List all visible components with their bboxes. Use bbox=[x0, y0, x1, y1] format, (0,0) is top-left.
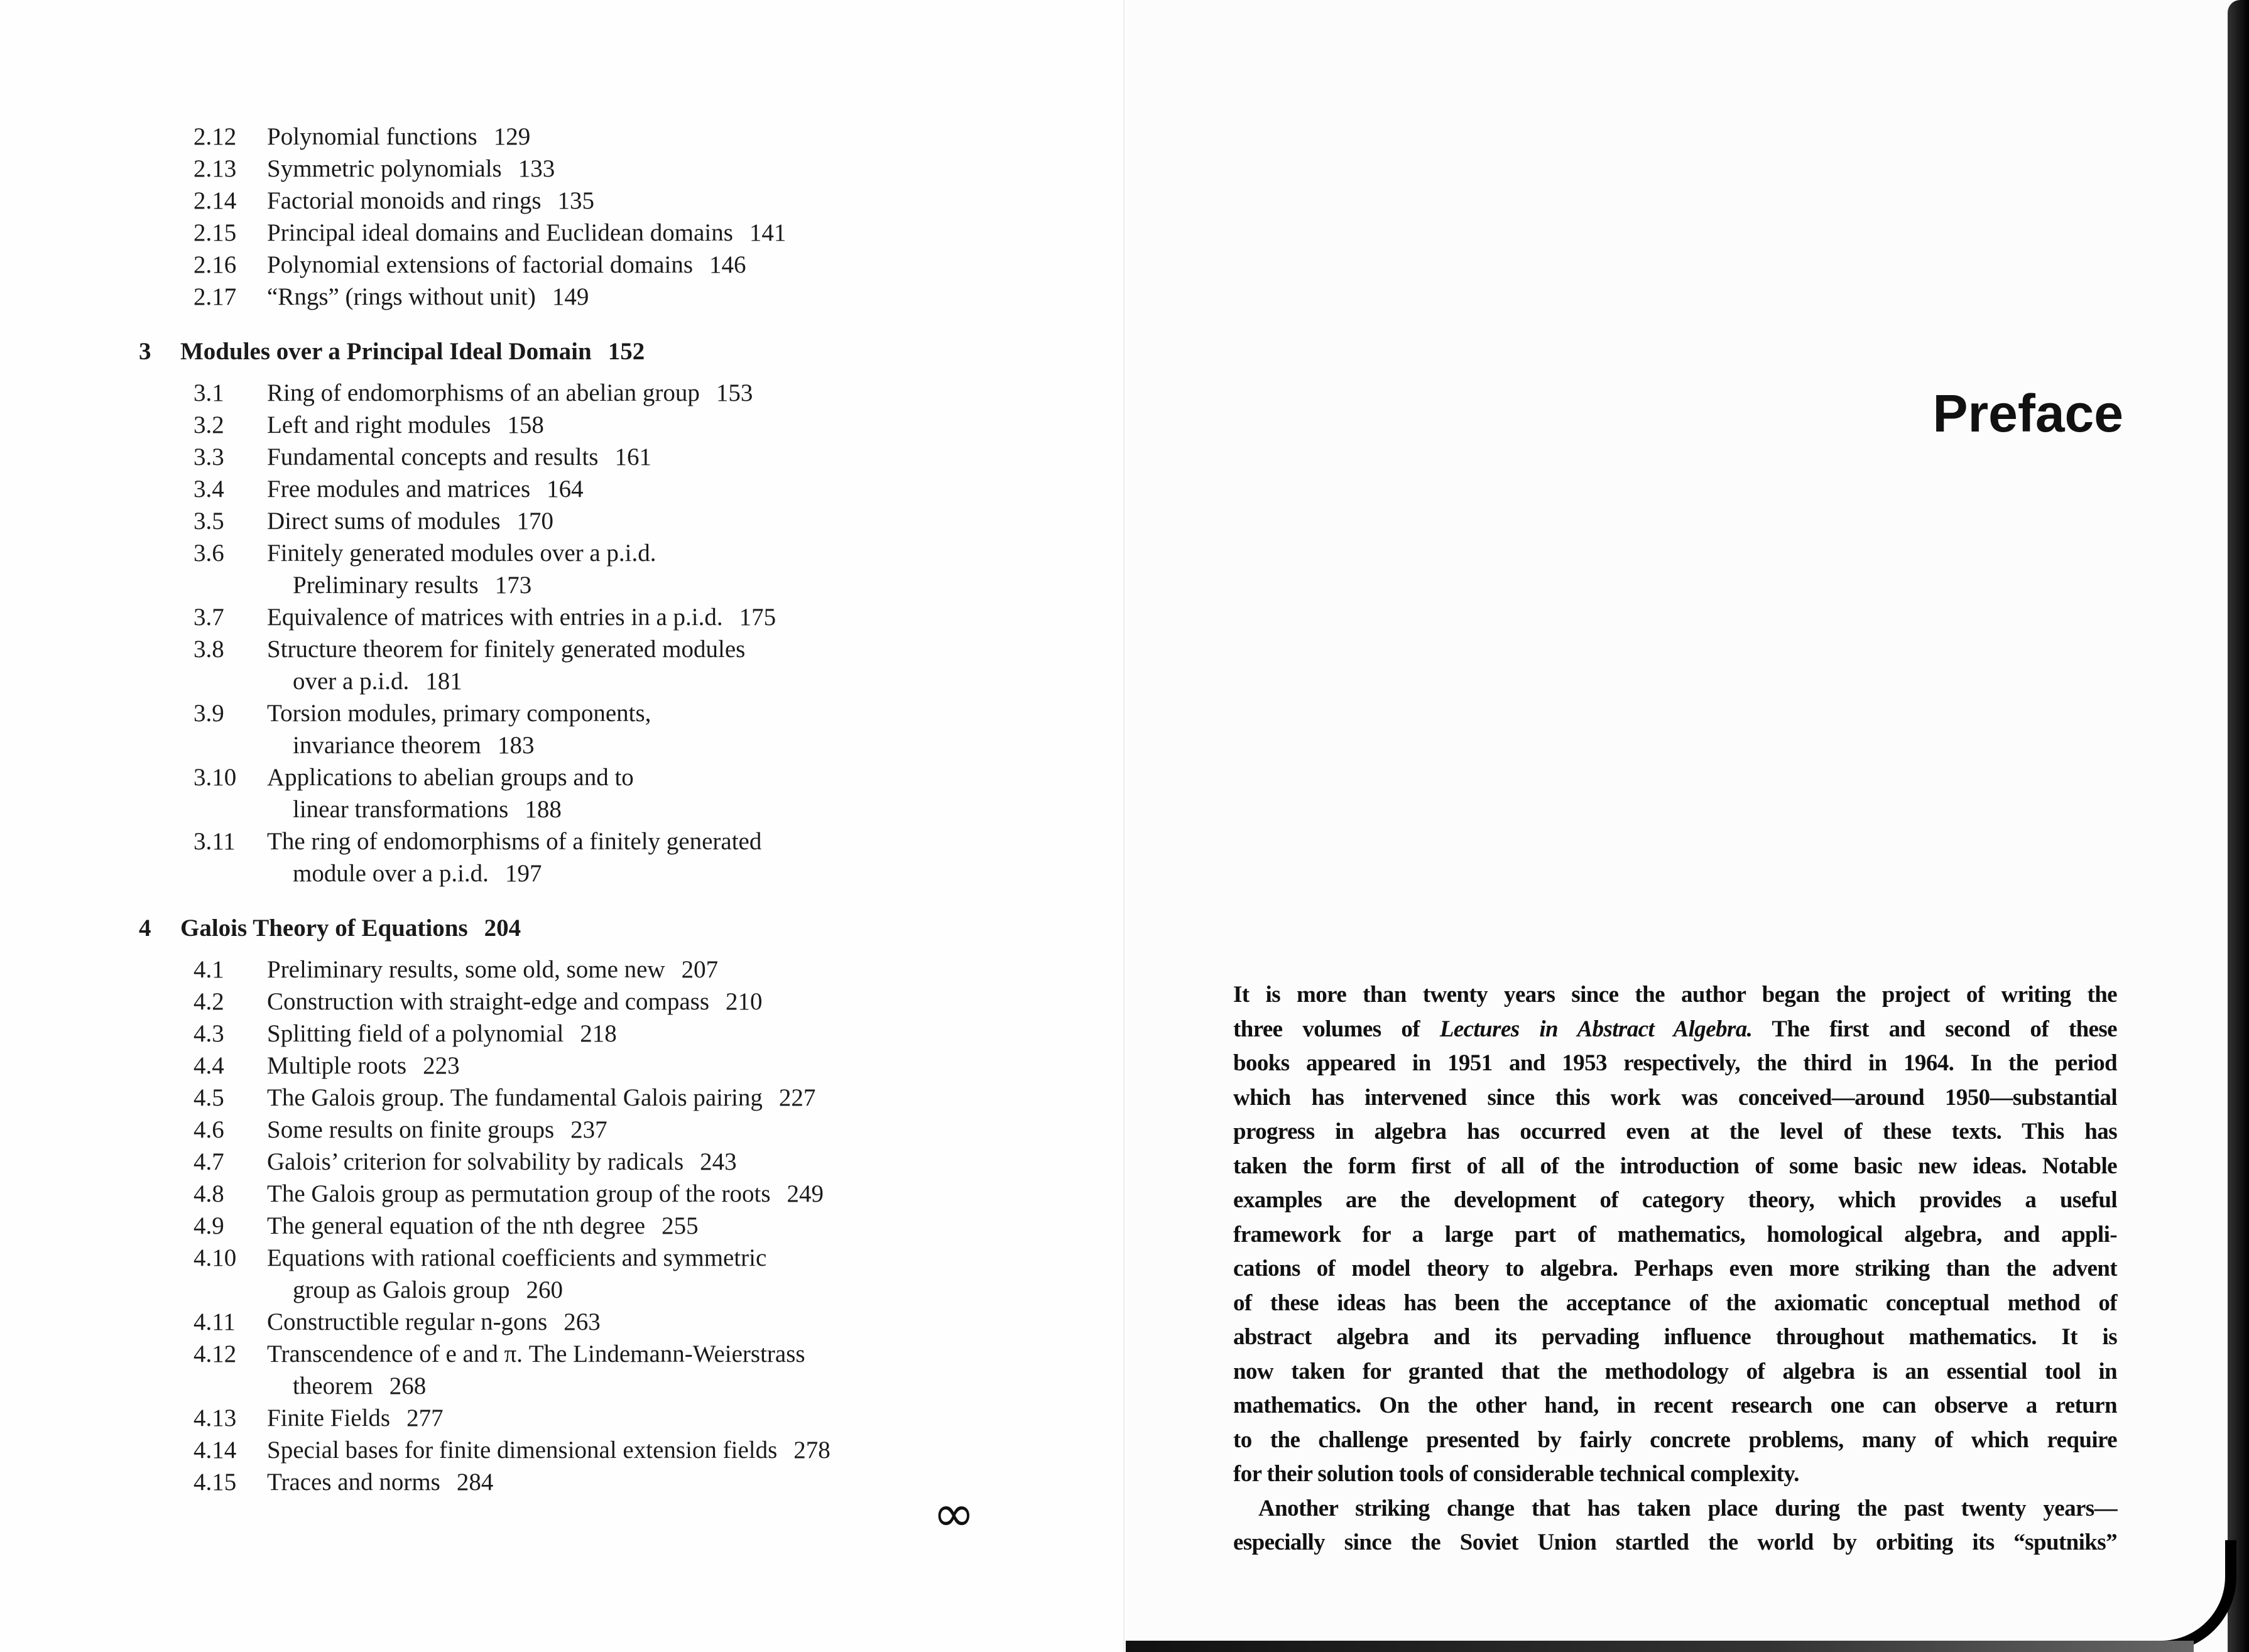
section-title-line bbox=[267, 1178, 987, 1210]
section-title: Symmetric polynomials bbox=[267, 155, 502, 182]
section-title: Traces and norms bbox=[267, 1469, 440, 1496]
toc-entry bbox=[139, 1146, 987, 1178]
section-number: 4.6 bbox=[193, 1116, 224, 1143]
section-title: Splitting field of a polynomial bbox=[267, 1020, 564, 1047]
toc-entry bbox=[139, 825, 987, 889]
toc-entry bbox=[139, 121, 987, 153]
section-title: Construction with straight-edge and compass bbox=[267, 988, 710, 1015]
page-number: 152 bbox=[607, 338, 645, 365]
section-title-line bbox=[267, 986, 987, 1018]
section-title: Direct sums of modules bbox=[267, 508, 501, 535]
section-title: Preliminary results bbox=[293, 572, 479, 599]
section-title-line bbox=[267, 217, 987, 249]
preface-line: framework for a large part of mathematics, homological algebra, and appli- bbox=[1233, 1221, 2117, 1247]
chapter-number: 3 bbox=[139, 338, 151, 365]
section-title-line bbox=[267, 1242, 987, 1274]
section-title: Polynomial extensions of factorial domains bbox=[267, 251, 694, 278]
section-number: 2.15 bbox=[193, 219, 237, 246]
toc-entry bbox=[139, 1178, 987, 1210]
section-number: 3.5 bbox=[193, 508, 224, 535]
page-number: 218 bbox=[580, 1020, 617, 1047]
toc-entry bbox=[139, 1466, 987, 1498]
section-title-line bbox=[267, 729, 987, 761]
page-number: 207 bbox=[681, 956, 719, 983]
section-title-line bbox=[267, 1050, 987, 1082]
infinity-mark: ∞ bbox=[933, 1484, 975, 1543]
page-number: 161 bbox=[614, 443, 651, 470]
page-number: 249 bbox=[787, 1180, 824, 1207]
section-title-line bbox=[267, 281, 987, 313]
page-number: 153 bbox=[716, 379, 753, 406]
book-bottom-edge bbox=[1126, 1641, 2194, 1652]
page-number: 175 bbox=[739, 604, 776, 631]
preface-line: books appeared in 1951 and 1953 respectively, the third in 1964. In the period bbox=[1233, 1050, 2117, 1076]
table-of-contents bbox=[139, 121, 987, 1498]
page-number: 135 bbox=[557, 187, 595, 214]
preface-line: cations of model theory to algebra. Perhaps even more striking than the advent bbox=[1233, 1256, 2117, 1281]
page-number: 149 bbox=[552, 283, 589, 310]
section-number: 2.13 bbox=[193, 155, 237, 182]
toc-entry bbox=[139, 377, 987, 409]
section-title: Constructible regular n-gons bbox=[267, 1308, 548, 1335]
toc-entry bbox=[139, 1434, 987, 1466]
page-number: 263 bbox=[564, 1308, 601, 1335]
toc-entry bbox=[139, 1082, 987, 1114]
section-number: 4.5 bbox=[193, 1084, 224, 1111]
section-title-line bbox=[267, 1466, 987, 1498]
section-title: Polynomial functions bbox=[267, 123, 477, 150]
toc-entry bbox=[139, 761, 987, 825]
section-number: 4.13 bbox=[193, 1405, 237, 1432]
section-title: module over a p.i.d. bbox=[293, 860, 489, 887]
section-title-line bbox=[267, 1114, 987, 1146]
toc-entry bbox=[139, 1114, 987, 1146]
page-number: 133 bbox=[518, 155, 555, 182]
chapter-title: Modules over a Principal Ideal Domain bbox=[180, 338, 592, 365]
preface-line: especially since the Soviet Union startled the world by orbiting its “sputniks” bbox=[1233, 1530, 2117, 1555]
section-title-line bbox=[267, 1338, 987, 1370]
section-title-line bbox=[267, 665, 987, 697]
line-text: three volumes of bbox=[1233, 1016, 1440, 1042]
section-title-line bbox=[267, 505, 987, 537]
toc-entry bbox=[139, 153, 987, 185]
section-title: Torsion modules, primary components, bbox=[267, 700, 651, 727]
page-number: 129 bbox=[493, 123, 531, 150]
section-title: Finitely generated modules over a p.i.d. bbox=[267, 540, 656, 567]
section-title-line bbox=[267, 1274, 987, 1306]
preface-line: abstract algebra and its pervading influence throughout mathematics. It is bbox=[1233, 1324, 2117, 1350]
page-number: 278 bbox=[793, 1437, 830, 1464]
preface-line: Another striking change that has taken place during the past twenty years— bbox=[1258, 1495, 2117, 1521]
toc-entry bbox=[139, 249, 987, 281]
section-title: Galois’ criterion for solvability by radicals bbox=[267, 1148, 684, 1175]
section-number: 4.7 bbox=[193, 1148, 224, 1175]
toc-entry bbox=[139, 1402, 987, 1434]
section-title: Structure theorem for finitely generated modules bbox=[267, 636, 746, 663]
section-number: 4.2 bbox=[193, 988, 224, 1015]
section-title: Finite Fields bbox=[267, 1405, 391, 1432]
section-title-line bbox=[267, 1210, 987, 1242]
section-title: linear transformations bbox=[293, 796, 509, 823]
page-number: 197 bbox=[504, 860, 542, 887]
section-number: 3.4 bbox=[193, 475, 224, 503]
section-title-line bbox=[267, 185, 987, 217]
toc-entry bbox=[139, 441, 987, 473]
chapter-heading bbox=[139, 335, 987, 367]
line-text: The first and second of these bbox=[1752, 1016, 2117, 1042]
section-title-line bbox=[267, 954, 987, 986]
page-number: 173 bbox=[494, 572, 532, 599]
section-title-line bbox=[267, 1402, 987, 1434]
section-title: Factorial monoids and rings bbox=[267, 187, 542, 214]
toc-entry bbox=[139, 1306, 987, 1338]
section-title-line bbox=[267, 697, 987, 729]
section-title-line bbox=[267, 409, 987, 441]
section-title-line bbox=[267, 601, 987, 633]
section-number: 4.9 bbox=[193, 1212, 224, 1239]
section-title: Ring of endomorphisms of an abelian group bbox=[267, 379, 700, 406]
section-title-line bbox=[267, 153, 987, 185]
page-number: 158 bbox=[507, 411, 544, 438]
section-title-line bbox=[267, 569, 987, 601]
toc-entry bbox=[139, 1210, 987, 1242]
page-number: 223 bbox=[423, 1052, 460, 1079]
section-title: Fundamental concepts and results bbox=[267, 443, 599, 470]
section-number: 3.10 bbox=[193, 764, 237, 791]
preface-line: It is more than twenty years since the author began the project of writing the bbox=[1233, 982, 2117, 1008]
section-title: Preliminary results, some old, some new bbox=[267, 956, 665, 983]
preface-line: mathematics. On the other hand, in recent research one can observe a return bbox=[1233, 1393, 2117, 1418]
section-number: 4.3 bbox=[193, 1020, 224, 1047]
preface-line: for their solution tools of considerable technical complexity. bbox=[1233, 1461, 1799, 1487]
section-title: Applications to abelian groups and to bbox=[267, 764, 634, 791]
page-number: 284 bbox=[456, 1469, 494, 1496]
toc-entry bbox=[139, 1050, 987, 1082]
section-title: Transcendence of e and π. The Lindemann-Weierstrass bbox=[267, 1340, 805, 1367]
page-number: 170 bbox=[516, 508, 554, 535]
section-title-line bbox=[267, 761, 987, 793]
page-number: 210 bbox=[726, 988, 763, 1015]
preface-line: progress in algebra has occurred even at the level of these texts. This has bbox=[1233, 1119, 2117, 1144]
page-number: 268 bbox=[389, 1372, 427, 1399]
toc-entry bbox=[139, 409, 987, 441]
page-number: 227 bbox=[778, 1084, 816, 1111]
section-number: 4.1 bbox=[193, 956, 224, 983]
section-number: 4.11 bbox=[193, 1308, 236, 1335]
section-number: 3.11 bbox=[193, 828, 236, 855]
preface-line: of these ideas has been the acceptance of the axiomatic conceptual method of bbox=[1233, 1290, 2117, 1316]
preface-line: which has intervened since this work was conceived—around 1950—substantial bbox=[1233, 1084, 2117, 1111]
section-title: over a p.i.d. bbox=[293, 668, 410, 695]
preface-line bbox=[1233, 1013, 2117, 1047]
section-number: 3.8 bbox=[193, 636, 224, 663]
section-title-line bbox=[267, 1146, 987, 1178]
section-title: “Rngs” (rings without unit) bbox=[267, 283, 536, 310]
chapter-heading bbox=[139, 912, 987, 944]
section-number: 2.12 bbox=[193, 123, 237, 150]
section-title: The ring of endomorphisms of a finitely generated bbox=[267, 828, 762, 855]
page-number: 255 bbox=[662, 1212, 699, 1239]
preface-line: taken the form first of all of the introduction of some basic new ideas. Notable bbox=[1233, 1153, 2117, 1179]
section-title: The Galois group as permutation group of the roots bbox=[267, 1180, 771, 1207]
preface-line: now taken for granted that the methodology of algebra is an essential tool in bbox=[1233, 1358, 2117, 1384]
toc-entry bbox=[139, 505, 987, 537]
toc-entry bbox=[139, 281, 987, 313]
section-title-line bbox=[267, 1018, 987, 1050]
section-title-line bbox=[267, 377, 987, 409]
page-number: 183 bbox=[497, 732, 535, 759]
section-title-line bbox=[267, 857, 987, 889]
section-number: 2.14 bbox=[193, 187, 237, 214]
chapter-number: 4 bbox=[139, 915, 151, 942]
toc-entry bbox=[139, 954, 987, 986]
section-title: theorem bbox=[293, 1372, 373, 1399]
page-number: 277 bbox=[406, 1405, 444, 1432]
toc-entry bbox=[139, 185, 987, 217]
toc-entry bbox=[139, 986, 987, 1018]
toc-entry bbox=[139, 1338, 987, 1402]
section-title-line bbox=[267, 825, 987, 857]
section-number: 4.4 bbox=[193, 1052, 224, 1079]
section-title-line bbox=[267, 1082, 987, 1114]
section-title-line bbox=[267, 1370, 987, 1402]
chapter-title: Galois Theory of Equations bbox=[180, 915, 468, 942]
toc-entry bbox=[139, 601, 987, 633]
toc-entry bbox=[139, 697, 987, 761]
section-number: 3.2 bbox=[193, 411, 224, 438]
page-number: 237 bbox=[570, 1116, 607, 1143]
section-title: invariance theorem bbox=[293, 732, 481, 759]
section-title: Some results on finite groups bbox=[267, 1116, 555, 1143]
toc-entry bbox=[139, 1018, 987, 1050]
page-number: 146 bbox=[709, 251, 746, 278]
section-title: Multiple roots bbox=[267, 1052, 407, 1079]
page-number: 181 bbox=[425, 668, 462, 695]
section-title: Left and right modules bbox=[267, 411, 491, 438]
section-title-line bbox=[267, 793, 987, 825]
section-title: Principal ideal domains and Euclidean domains bbox=[267, 219, 733, 246]
section-title-line bbox=[267, 1306, 987, 1338]
section-number: 4.15 bbox=[193, 1469, 237, 1496]
section-number: 3.7 bbox=[193, 604, 224, 631]
toc-entry bbox=[139, 217, 987, 249]
page-number: 243 bbox=[700, 1148, 737, 1175]
page-number: 164 bbox=[547, 475, 584, 503]
section-number: 3.9 bbox=[193, 700, 224, 727]
section-number: 4.8 bbox=[193, 1180, 224, 1207]
section-number: 4.14 bbox=[193, 1437, 237, 1464]
section-title: The general equation of the nth degree bbox=[267, 1212, 646, 1239]
page-number: 260 bbox=[526, 1276, 564, 1303]
section-title: Equations with rational coefficients and symmetric bbox=[267, 1244, 767, 1271]
section-title-line bbox=[267, 633, 987, 665]
section-title-line bbox=[267, 249, 987, 281]
toc-entry bbox=[139, 633, 987, 697]
toc-entry bbox=[139, 473, 987, 505]
section-title-line bbox=[267, 1434, 987, 1466]
section-number: 2.17 bbox=[193, 283, 237, 310]
section-title-line bbox=[267, 121, 987, 153]
page-number: 188 bbox=[525, 796, 562, 823]
preface-title: Preface bbox=[1932, 384, 2123, 443]
section-title: The Galois group. The fundamental Galois pairing bbox=[267, 1084, 763, 1111]
section-title: Free modules and matrices bbox=[267, 475, 531, 503]
section-title-line bbox=[267, 537, 987, 569]
page-number: 204 bbox=[484, 915, 521, 942]
preface-line: to the challenge presented by fairly concrete problems, many of which require bbox=[1233, 1426, 2117, 1453]
section-number: 3.3 bbox=[193, 443, 224, 470]
page-number: 141 bbox=[749, 219, 787, 246]
section-title-line bbox=[267, 441, 987, 473]
book-title: Lectures in Abstract Algebra. bbox=[1439, 1016, 1753, 1042]
section-title: Equivalence of matrices with entries in a p.i.d. bbox=[267, 604, 723, 631]
section-title: Special bases for finite dimensional extension fields bbox=[267, 1437, 778, 1464]
section-number: 3.6 bbox=[193, 540, 224, 567]
section-title: group as Galois group bbox=[293, 1276, 510, 1303]
toc-entry bbox=[139, 537, 987, 601]
left-page bbox=[0, 0, 1124, 1652]
preface-body bbox=[1233, 978, 2117, 1560]
toc-entry bbox=[139, 1242, 987, 1306]
section-number: 4.12 bbox=[193, 1340, 237, 1367]
section-title-line bbox=[267, 473, 987, 505]
section-number: 2.16 bbox=[193, 251, 237, 278]
book-cover-edge bbox=[2228, 0, 2249, 1652]
section-number: 4.10 bbox=[193, 1244, 237, 1271]
preface-line: examples are the development of category theory, which provides a useful bbox=[1233, 1187, 2117, 1213]
section-number: 3.1 bbox=[193, 379, 224, 406]
